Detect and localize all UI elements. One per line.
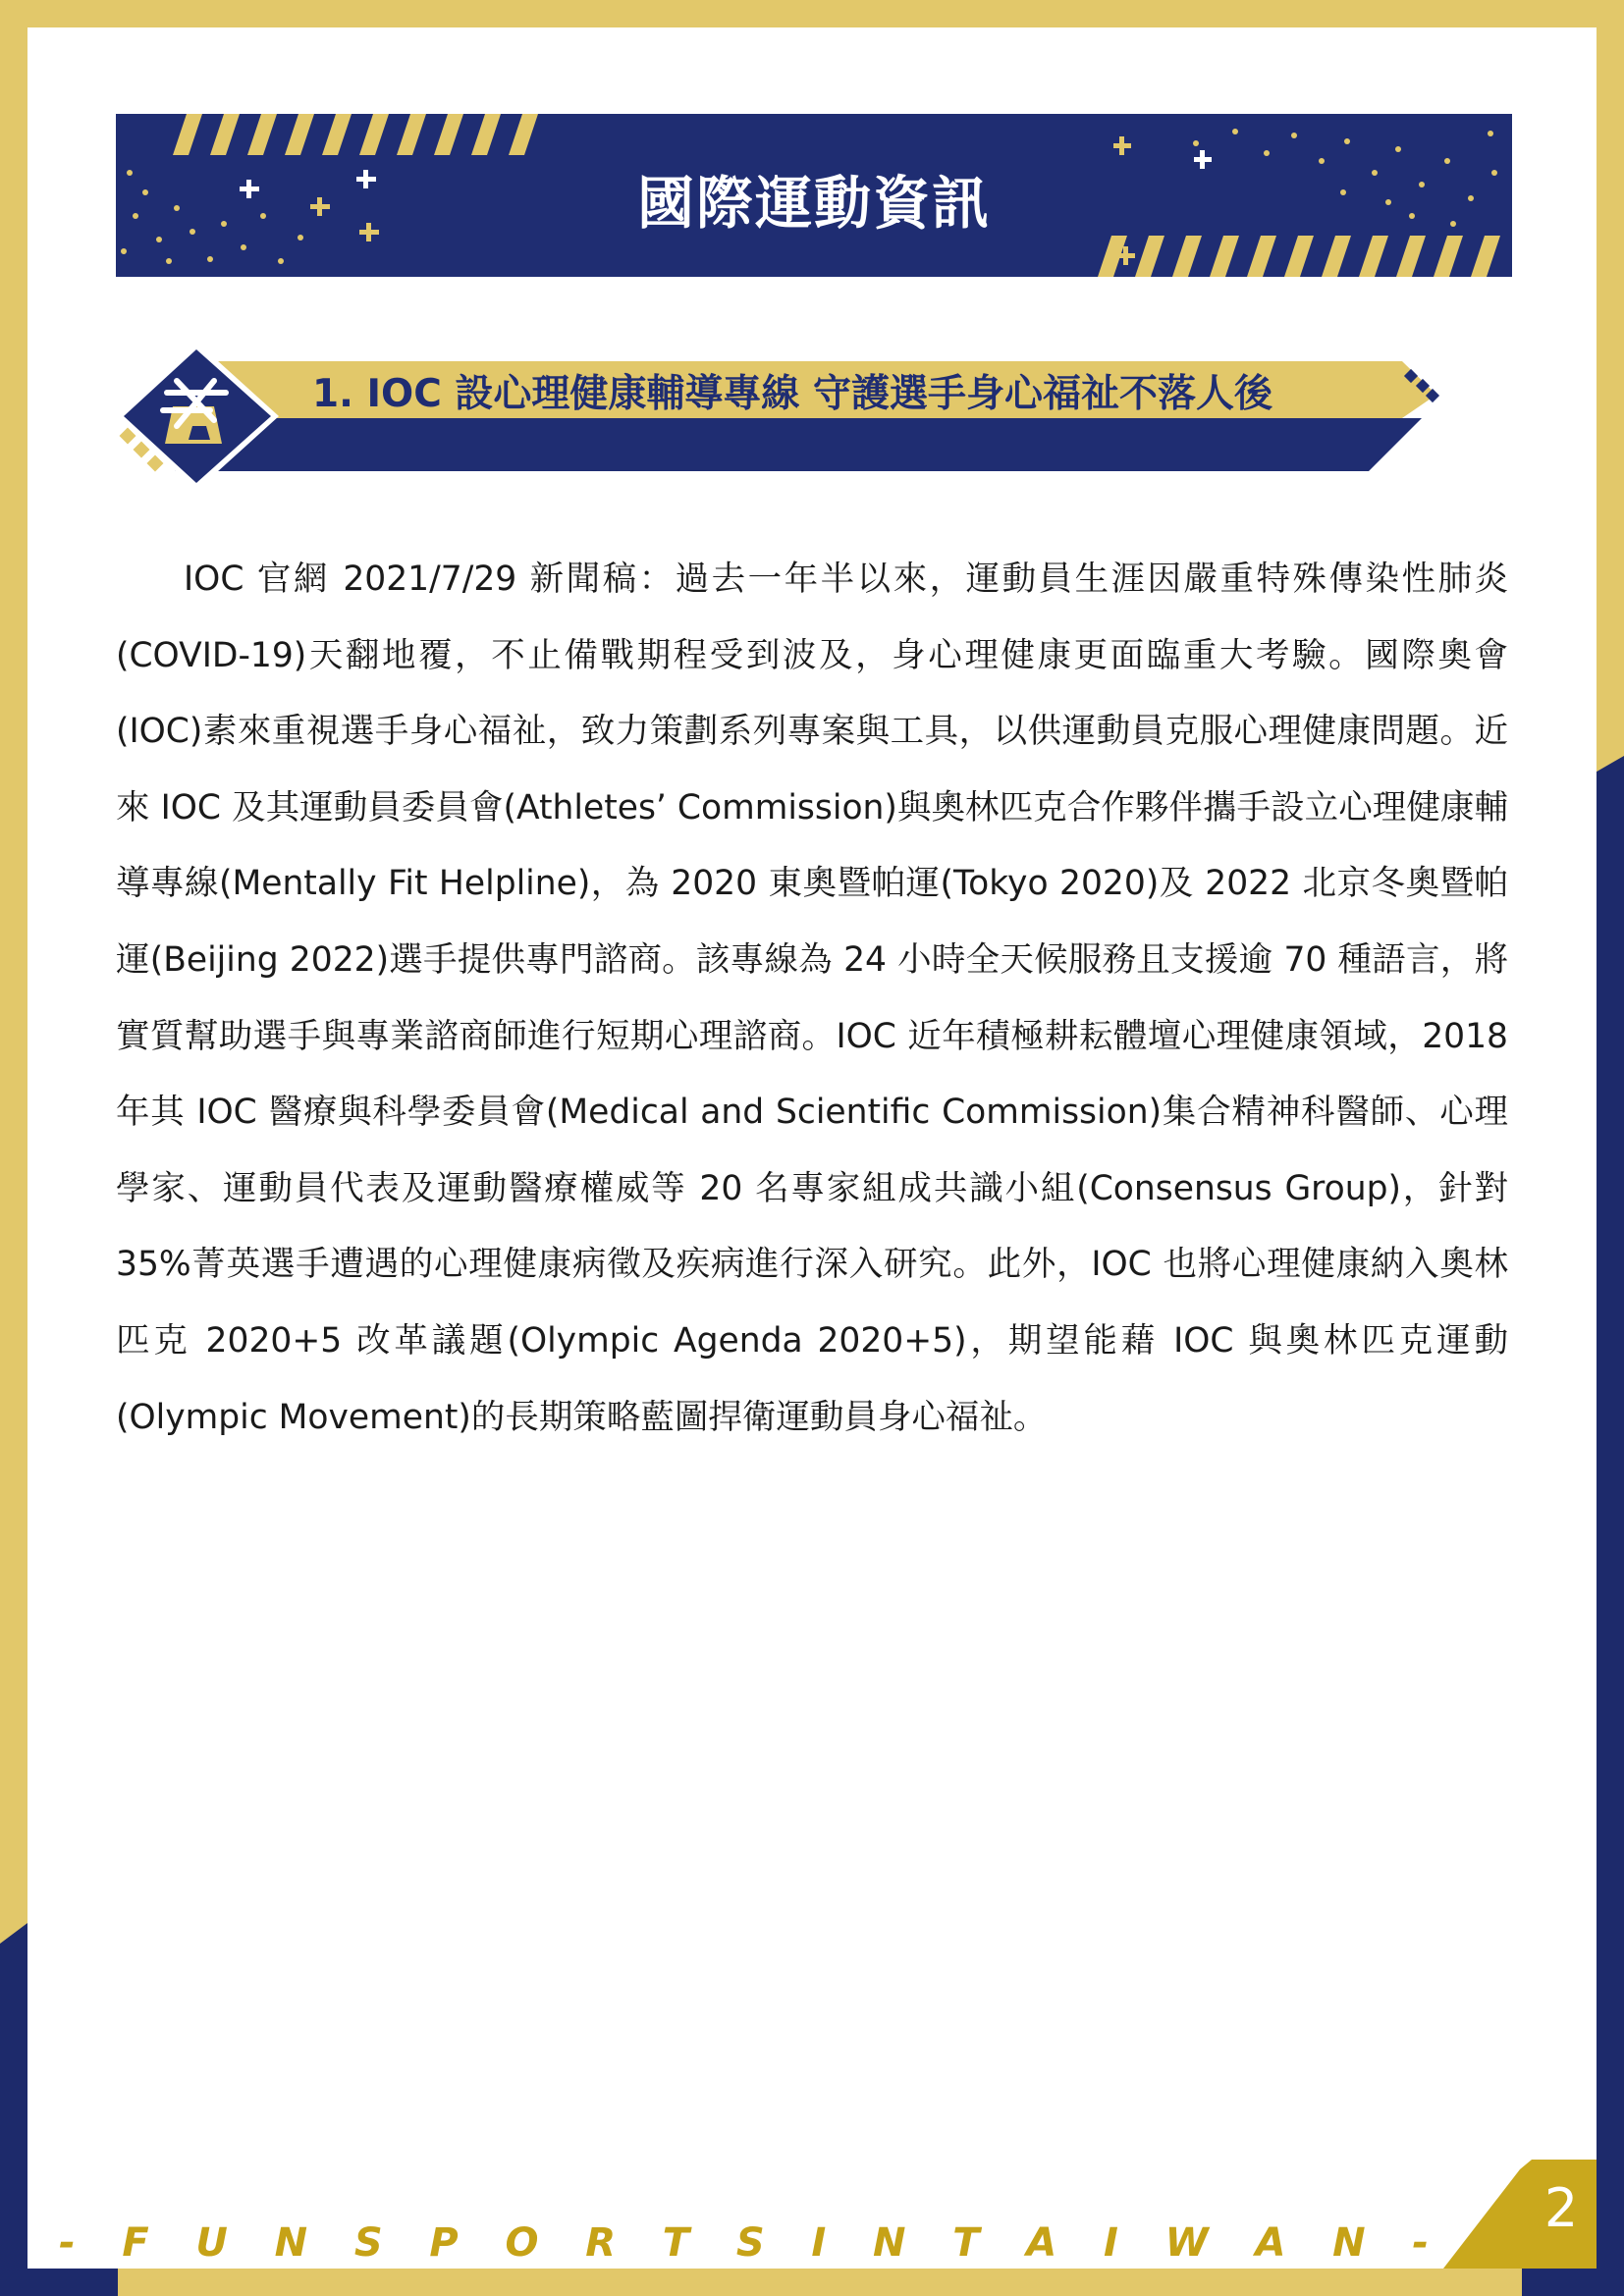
banner-title: 國際運動資訊	[636, 170, 991, 237]
footer-slogan: - F U N S P O R T S I N T A I W A N -	[59, 2220, 1429, 2266]
section-heading	[116, 342, 1441, 489]
section-title: 1. IOC 設心理健康輔導專線 守護選手身心福祉不落人後	[312, 372, 1272, 416]
page-number: 2	[1543, 2177, 1579, 2239]
stripes-top-left	[173, 114, 538, 155]
article-body: IOC 官網 2021/7/29 新聞稿：過去一年半以來，運動員生涯因嚴重特殊傳染性肺炎(COVID-19)天翻地覆，不止備戰期程受到波及，身心理健康更面臨重大考驗。國際奧會(IOC)素來重視選手身心福祉，致力策劃系列專案與工具，以供運動員克服心理健康問題。近來 IOC 及其運動員委員會(Athletes’ Commission)與奧林匹克合作夥伴攜手設立心理健康輔導專線(Mentally Fit Helpline)，為 2020 東奧暨帕運(Tokyo 2020)及 2022 北京冬奧暨帕運(Beijing 2022)選手提供專門諮商。該專線為 24 小時全天候服務且支援逾 70 種語言，將實質幫助選手與專業諮商師進行短期心理諮商。IOC 近年積極耕耘體壇心理健康領域，2018 年其 IOC 醫療與科學委員會(Medical and Scientific Commission)集合精神科醫師、心理學家、運動員代表及運動醫療權威等 20 名專家組成共識小組(Consensus Group)，針對 35%菁英選手遭遇的心理健康病徵及疾病進行深入研究。此外，IOC 也將心理健康納入奧林匹克 2020+5 改革議題(Olympic Agenda 2020+5)，期望能藉 IOC 與奧林匹克運動(Olympic Movement)的長期策略藍圖捍衛運動員身心福祉。	[116, 560, 1508, 1437]
header-banner	[116, 114, 1512, 277]
stripes-bottom-right	[1098, 236, 1500, 277]
